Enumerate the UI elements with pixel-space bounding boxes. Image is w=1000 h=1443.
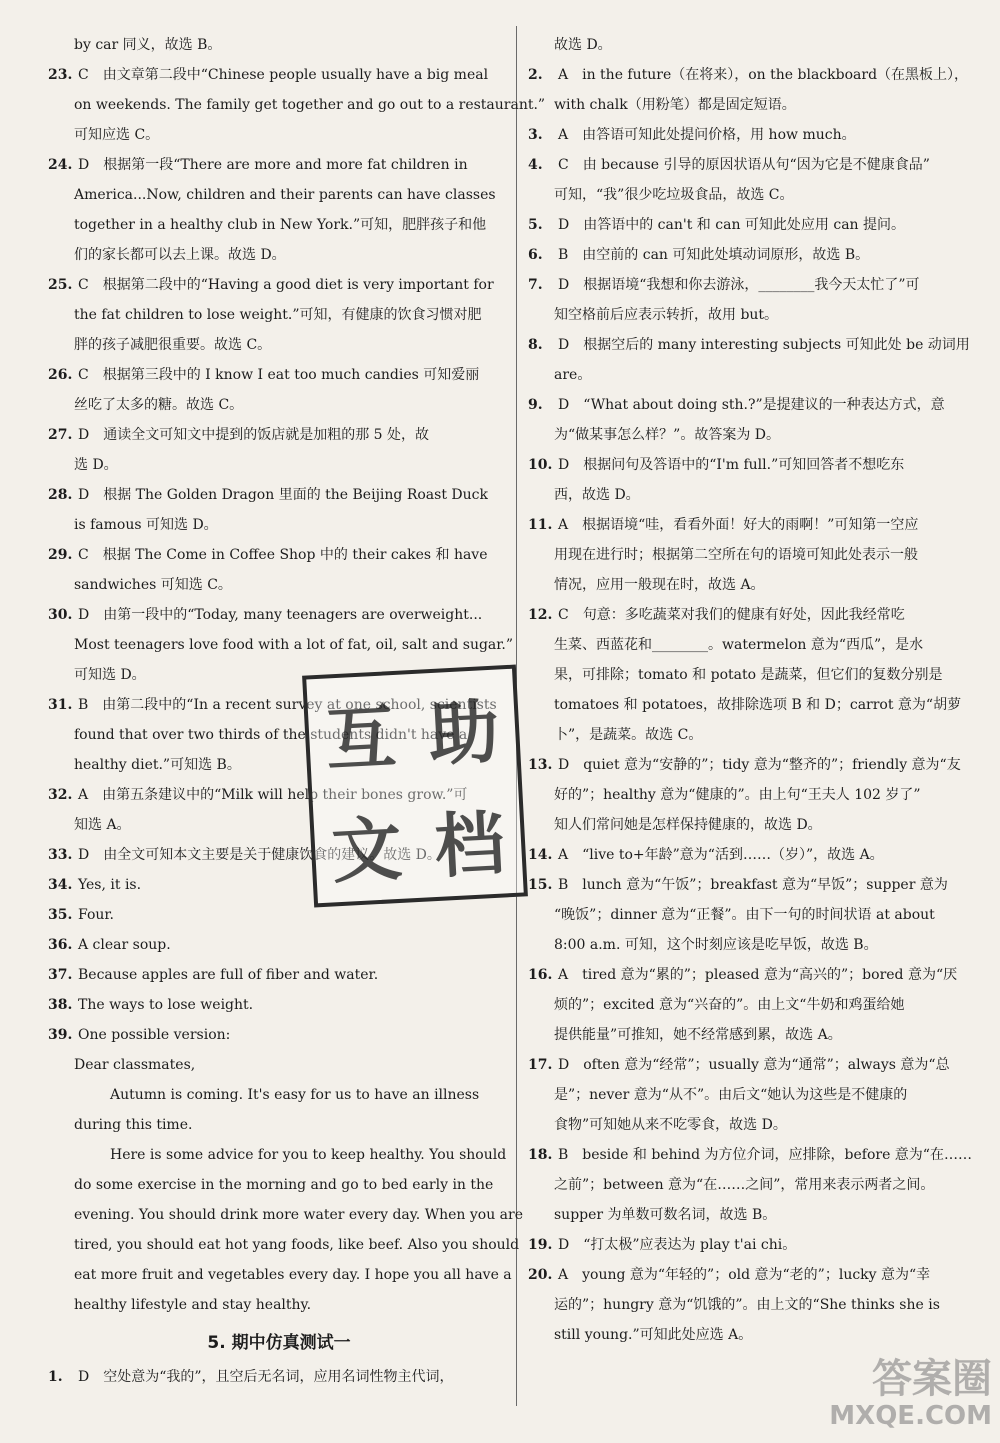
question-number: 35. [48, 907, 73, 923]
answer-item [528, 330, 970, 360]
answer-text: America...Now, children and their parents can have classes [74, 187, 496, 203]
answer-text: healthy diet.”可知选 B。 [74, 757, 241, 773]
answer-line [48, 210, 486, 240]
answer-item [528, 60, 968, 90]
answer-line [528, 480, 640, 510]
answer-text: with chalk（用粉笔）都是固定短语。 [554, 97, 796, 113]
answer-text: D 根据第一段“There are more and more fat children in [78, 157, 468, 173]
question-number: 33. [48, 847, 73, 863]
answer-item [528, 510, 918, 540]
question-number: 2. [528, 67, 543, 83]
answer-item [528, 120, 856, 150]
question-number: 36. [48, 937, 73, 953]
answer-text: 是”；never 意为“从不”。由后文“她认为这些是不健康的 [554, 1087, 908, 1103]
answer-line [528, 570, 765, 600]
answer-line [48, 1200, 523, 1230]
question-number: 10. [528, 457, 553, 473]
answer-text: D 由答语中的 can't 和 can 可知此处应用 can 提问。 [558, 217, 906, 233]
answer-line [48, 90, 545, 120]
question-number: 20. [528, 1267, 553, 1283]
question-number: 13. [528, 757, 553, 773]
question-number: 19. [528, 1237, 553, 1253]
question-number: 11. [528, 517, 553, 533]
question-number: 28. [48, 487, 73, 503]
answer-line [48, 810, 131, 840]
question-number: 34. [48, 877, 73, 893]
answer-text: 情况，应用一般现在时，故选 A。 [554, 577, 765, 593]
answer-line [528, 720, 702, 750]
answer-text: C 根据 The Come in Coffee Shop 中的 their cakes 和 have [78, 547, 488, 563]
answer-line [48, 180, 496, 210]
question-number: 24. [48, 157, 73, 173]
answer-line [528, 630, 923, 660]
watermark-text: 答案圈 [872, 1356, 992, 1402]
answer-text: eat more fruit and vegetables every day. I hope you all have a [74, 1267, 512, 1283]
answer-item [528, 150, 930, 180]
answer-text: 8:00 a.m. 可知，这个时刻应该是吃早饭，故选 B。 [554, 937, 878, 953]
answer-line [48, 750, 241, 780]
watermark-url: MXQE.COM [829, 1401, 992, 1431]
answer-text: D “What about doing sth.?”是提建议的一种表达方式，意 [558, 397, 945, 413]
answer-item [48, 150, 468, 180]
answer-item [528, 600, 905, 630]
answer-text: are。 [554, 367, 592, 383]
answer-text: The ways to lose weight. [78, 997, 254, 1013]
answer-line [528, 690, 961, 720]
answer-text: D often 意为“经常”；usually 意为“通常”；always 意为“总 [558, 1057, 950, 1073]
answer-line [48, 240, 286, 270]
question-number: 25. [48, 277, 73, 293]
answer-text: evening. You should drink more water every day. When you are [74, 1207, 523, 1223]
answer-item [528, 870, 948, 900]
question-number: 31. [48, 697, 73, 713]
answer-text: D 根据问句及答语中的“I'm full.”可知回答者不想吃东 [558, 457, 905, 473]
answer-text: B 由空前的 can 可知此处填动词原形，故选 B。 [558, 247, 870, 263]
answer-item [528, 450, 904, 480]
answer-item [528, 270, 920, 300]
answer-line [528, 540, 918, 570]
question-number: 8. [528, 337, 543, 353]
answer-item [48, 270, 494, 300]
answer-item [48, 870, 141, 900]
answer-line [528, 780, 921, 810]
answer-text: Because apples are full of fiber and water. [78, 967, 379, 983]
question-number: 39. [48, 1027, 73, 1043]
stamp-char: 档 [432, 801, 507, 888]
answer-text: D quiet 意为“安静的”；tidy 意为“整齐的”；friendly 意为“友 [558, 757, 961, 773]
section-title: 5. 期中仿真测试一 [207, 1333, 351, 1353]
answer-item [528, 1140, 972, 1170]
question-number: 16. [528, 967, 553, 983]
answer-line [48, 300, 482, 330]
answer-text: Dear classmates, [74, 1057, 196, 1073]
answer-text: D 由第一段中的“Today, many teenagers are overweight... [78, 607, 483, 623]
answer-line [528, 30, 612, 60]
answer-line [48, 1080, 479, 1110]
question-number: 6. [528, 247, 543, 263]
question-number: 17. [528, 1057, 553, 1073]
answer-text: 知选 A。 [74, 817, 131, 833]
answer-text: 丝吃了太多的糖。故选 C。 [74, 397, 244, 413]
answer-text: C 由文章第二段中“Chinese people usually have a big meal [78, 67, 489, 83]
question-number: 30. [48, 607, 73, 623]
question-number: 38. [48, 997, 73, 1013]
answer-text: is famous 可知选 D。 [74, 517, 218, 533]
answer-text: 知人们常问她是怎样保持健康的，故选 D。 [554, 817, 822, 833]
question-number: 37. [48, 967, 73, 983]
answer-line [528, 930, 878, 960]
answer-item [48, 60, 488, 90]
answer-line [48, 1260, 512, 1290]
answer-text: D 根据语境“我想和你去游泳，________我今天太忙了”可 [558, 277, 920, 293]
question-number: 4. [528, 157, 543, 173]
answer-text: D 根据 The Golden Dragon 里面的 the Beijing Roast Duck [78, 487, 488, 503]
answer-text: “晚饭”；dinner 意为“正餐”。由下一句的时间状语 at about [554, 907, 935, 923]
answer-text: 们的家长都可以去上课。故选 D。 [74, 247, 286, 263]
question-number: 9. [528, 397, 543, 413]
question-number: 14. [528, 847, 553, 863]
question-number: 15. [528, 877, 553, 893]
answer-text: Yes, it is. [78, 877, 142, 893]
answer-text: A in the future（在将来），on the blackboard（在黑板上）， [558, 67, 969, 83]
answer-item [48, 540, 488, 570]
answer-text: together in a healthy club in New York.”可知，肥胖孩子和他 [74, 217, 487, 233]
answer-line [48, 30, 221, 60]
answer-item [48, 600, 482, 630]
answer-text: do some exercise in the morning and go to bed early in the [74, 1177, 494, 1193]
answer-line [48, 330, 271, 360]
answer-text: during this time. [74, 1117, 193, 1133]
answer-line [48, 510, 218, 540]
answer-item [48, 1362, 454, 1392]
answer-item [48, 1020, 230, 1050]
question-number: 1. [48, 1369, 63, 1385]
answer-text: 生菜、西蓝花和________。watermelon 意为“西瓜”，是水 [554, 637, 924, 653]
answer-text: A tired 意为“累的”；pleased 意为“高兴的”；bored 意为“厌 [558, 967, 958, 983]
question-number: 32. [48, 787, 73, 803]
answer-text: 运的”；hungry 意为“饥饿的”。由上文的“She thinks she is [554, 1297, 940, 1313]
question-number: 23. [48, 67, 73, 83]
answer-item [528, 1230, 796, 1260]
answer-text: supper 为单数可数名词，故选 B。 [554, 1207, 777, 1223]
question-number: 27. [48, 427, 73, 443]
answer-item [48, 480, 488, 510]
answer-text: 好的”；healthy 意为“健康的”。由上句“王夫人 102 岁了” [554, 787, 921, 803]
answer-text: B 由第二段中的“In a recent survey at one school, scientists [78, 697, 497, 713]
answer-item [528, 750, 961, 780]
question-number: 3. [528, 127, 543, 143]
answer-text: B beside 和 behind 为方位介词，应排除，before 意为“在…… [558, 1147, 972, 1163]
answer-text: 胖的孩子减肥很重要。故选 C。 [74, 337, 272, 353]
answer-text: 可知应选 C。 [74, 127, 160, 143]
answer-text: 可知，“我”很少吃垃圾食品，故选 C。 [554, 187, 794, 203]
answer-text: B lunch 意为“午饭”；breakfast 意为“早饭”；supper 意为 [558, 877, 948, 893]
question-number: 29. [48, 547, 73, 563]
answer-line [48, 390, 243, 420]
answer-text: 故选 D。 [554, 37, 612, 53]
answer-text: 为“做某事怎么样？”。故答案为 D。 [554, 427, 780, 443]
answer-text: still young.”可知此处应选 A。 [554, 1327, 753, 1343]
answer-item [528, 840, 884, 870]
answer-text: D 根据空后的 many interesting subjects 可知此处 be 动词用 [558, 337, 970, 353]
answer-line [528, 180, 793, 210]
answer-line [48, 1050, 195, 1080]
answer-text: A “live to+年龄”意为“活到……（岁）”，故选 A。 [558, 847, 884, 863]
answer-item [48, 960, 378, 990]
answer-item [528, 960, 957, 990]
question-number: 18. [528, 1147, 553, 1163]
answer-text: by car 同义，故选 B。 [74, 37, 222, 53]
answer-text: 食物”可知她从来不吃零食，故选 D。 [554, 1117, 787, 1133]
answer-text: 之前”；between 意为“在……之间”，常用来表示两者之间。 [554, 1177, 935, 1193]
answer-text: C 根据第二段中的“Having a good diet is very important for [78, 277, 494, 293]
answer-text: Here is some advice for you to keep healthy. You should [110, 1147, 507, 1163]
question-number: 12. [528, 607, 553, 623]
answer-line [528, 810, 822, 840]
answer-line [528, 1170, 934, 1200]
answer-item [48, 360, 479, 390]
answer-line [48, 570, 232, 600]
answer-line [528, 360, 591, 390]
answer-item [528, 390, 945, 420]
answer-line [528, 1020, 842, 1050]
answer-item [48, 930, 171, 960]
answer-item [528, 240, 869, 270]
answer-text: tomatoes 和 potatoes，故排除选项 B 和 D；carrot 意为“胡萝 [554, 697, 962, 713]
answer-text: D “打太极”应表达为 play t'ai chi。 [558, 1237, 797, 1253]
question-number: 5. [528, 217, 543, 233]
answer-text: D 空处意为“我的”，且空后无名词，应用名词性物主代词， [78, 1369, 454, 1385]
answer-line [528, 1320, 752, 1350]
answer-text: 知空格前后应表示转折，故用 but。 [554, 307, 779, 323]
answer-text: found that over two thirds of the students didn't have a [74, 727, 468, 743]
answer-line [48, 120, 159, 150]
stamp-char: 助 [426, 690, 501, 776]
answer-text: Autumn is coming. It's easy for us to have an illness [110, 1087, 480, 1103]
answer-line [528, 990, 904, 1020]
answer-text: 果，可排除；tomato 和 potato 是蔬菜，但它们的复数分别是 [554, 667, 943, 683]
stamp-char: 文 [329, 807, 404, 893]
answer-line [528, 660, 943, 690]
answer-line [48, 630, 513, 660]
answer-text: D 由全文可知本文主要是关于健康饮食的建议。故选 D。 [78, 847, 441, 863]
answer-item [48, 420, 429, 450]
answer-text: A young 意为“年轻的”；old 意为“老的”；lucky 意为“幸 [558, 1267, 931, 1283]
answer-line [528, 900, 935, 930]
answer-line [528, 420, 780, 450]
stamp-char: 互 [323, 695, 399, 782]
answer-item [528, 210, 905, 240]
answer-item [528, 1050, 950, 1080]
answer-line [528, 1200, 776, 1230]
answer-line [528, 90, 796, 120]
answer-text: sandwiches 可知选 C。 [74, 577, 232, 593]
answer-item [48, 900, 114, 930]
answer-text: Four. [78, 907, 114, 923]
answer-text: A 根据语境“哇，看看外面！好大的雨啊！”可知第一空应 [558, 517, 919, 533]
answer-line [48, 1110, 192, 1140]
answer-text: 选 D。 [74, 457, 118, 473]
answer-text: A 由答语可知此处提问价格，用 how much。 [558, 127, 856, 143]
answer-line [48, 1290, 311, 1320]
answer-text: D 通读全文可知文中提到的饭店就是加粗的那 5 处，故 [78, 427, 430, 443]
answer-line [48, 1140, 506, 1170]
answer-text: the fat children to lose weight.”可知，有健康的饮食习惯对肥 [74, 307, 482, 323]
question-number: 7. [528, 277, 543, 293]
answer-item [528, 1260, 930, 1290]
answer-text: C 句意：多吃蔬菜对我们的健康有好处，因此我经常吃 [558, 607, 905, 623]
answer-text: C 由 because 引导的原因状语从句“因为它是不健康食品” [558, 157, 930, 173]
answer-text: One possible version: [78, 1027, 231, 1043]
answer-text: tired, you should eat hot yang foods, like beef. Also you should [74, 1237, 520, 1253]
answer-text: 卜”，是蔬菜。故选 C。 [554, 727, 703, 743]
answer-line [48, 1170, 493, 1200]
answer-text: 用现在进行时；根据第二空所在句的语境可知此处表示一般 [554, 547, 918, 563]
answer-text: 烦的”；excited 意为“兴奋的”。由上文“牛奶和鸡蛋给她 [554, 997, 905, 1013]
answer-line [48, 450, 118, 480]
watermark-logo [792, 1357, 992, 1437]
answer-line [528, 1110, 787, 1140]
answer-line [528, 1080, 907, 1110]
answer-line [48, 1230, 519, 1260]
answer-text: 西，故选 D。 [554, 487, 640, 503]
answer-text: 提供能量”可推知，她不经常感到累，故选 A。 [554, 1027, 842, 1043]
answer-text: 可知选 D。 [74, 667, 146, 683]
stamp-logo [302, 665, 528, 908]
answer-text: A clear soup. [78, 937, 171, 953]
question-number: 26. [48, 367, 73, 383]
answer-line [528, 1290, 940, 1320]
answer-text: healthy lifestyle and stay healthy. [74, 1297, 312, 1313]
answer-text: A 由第五条建议中的“Milk will help their bones grow.”可 [78, 787, 468, 803]
answer-text: Most teenagers love food with a lot of fat, oil, salt and sugar.” [74, 637, 514, 653]
answer-line [528, 300, 778, 330]
answer-item [48, 990, 253, 1020]
answer-text: C 根据第三段中的 I know I eat too much candies 可知爱丽 [78, 367, 480, 383]
answer-text: on weekends. The family get together and go out to a restaurant.” [74, 97, 546, 113]
answer-line [48, 660, 146, 690]
